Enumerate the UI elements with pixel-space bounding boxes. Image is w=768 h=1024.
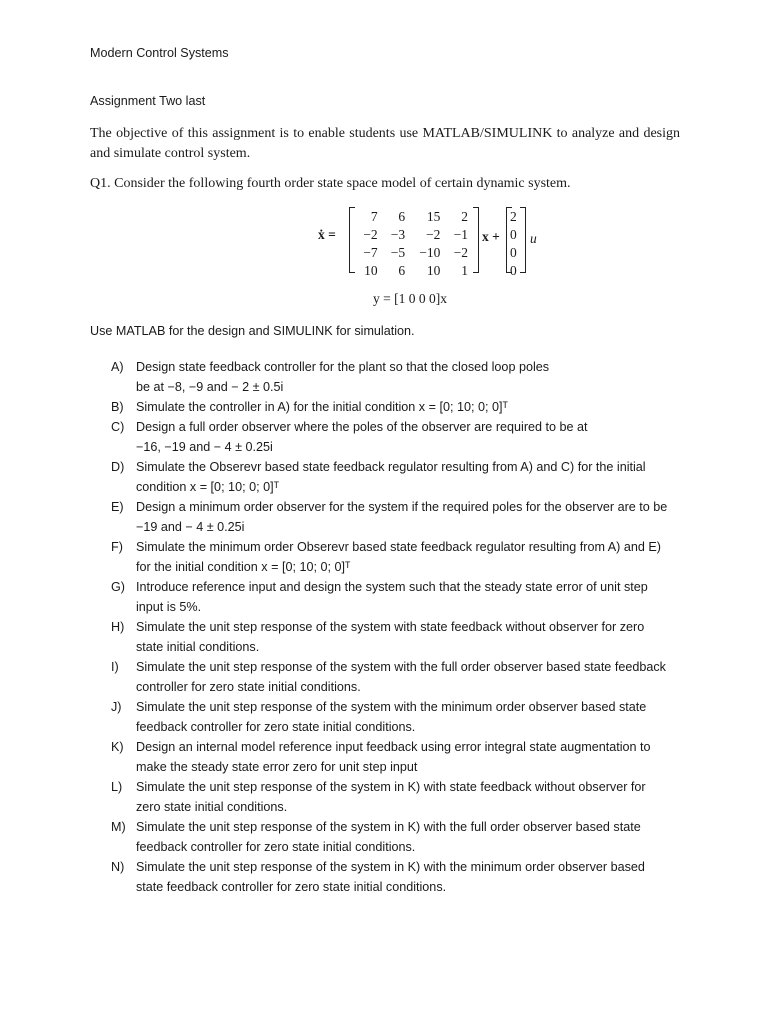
- task-text-continued: state feedback controller for zero state initial conditions.: [136, 880, 447, 894]
- matrix-a-cell: 15: [426, 209, 441, 224]
- task-label: F): [111, 540, 123, 554]
- task-text-continued: for the initial condition x = [0; 10; 0; 0]ᵀ: [136, 560, 351, 574]
- task-text: Simulate the controller in A) for the initial condition x = [0; 10; 0; 0]ᵀ: [136, 400, 508, 414]
- matrix-a-cell: 2: [461, 209, 468, 224]
- task-text-continued: input is 5%.: [136, 600, 202, 614]
- matrix-b-cell: 2: [510, 209, 517, 224]
- task-label: C): [111, 420, 125, 434]
- equation-mid: x +: [482, 229, 500, 244]
- task-label: L): [111, 780, 123, 794]
- task-item: [90, 577, 680, 617]
- task-item: [90, 357, 680, 397]
- task-label: J): [111, 700, 122, 714]
- task-item: [90, 497, 680, 537]
- task-item: [90, 817, 680, 857]
- task-text: Simulate the unit step response of the system in K) with the minimum order observer based: [136, 860, 645, 874]
- task-label: K): [111, 740, 124, 754]
- matrix-a-cell: −7: [363, 245, 378, 260]
- task-item: [90, 657, 680, 697]
- task-text: Simulate the Obserevr based state feedback regulator resulting from A) and C) for the initial: [136, 460, 646, 474]
- assignment-title: Assignment Two last: [90, 94, 206, 108]
- task-text-continued: state initial conditions.: [136, 640, 260, 654]
- matrix-b-cell: 0: [510, 263, 517, 278]
- task-text: Design state feedback controller for the plant so that the closed loop poles: [136, 360, 550, 374]
- task-text: Design a full order observer where the poles of the observer are required to be at: [136, 420, 588, 434]
- task-label: I): [111, 660, 119, 674]
- task-item: [90, 857, 680, 897]
- task-label: B): [111, 400, 124, 414]
- task-label: D): [111, 460, 125, 474]
- task-text-continued: be at −8, −9 and − 2 ± 0.5i: [136, 380, 284, 394]
- task-text-continued: make the steady state error zero for unit step input: [136, 760, 418, 774]
- task-text: Design an internal model reference input feedback using error integral state augmentation to: [136, 740, 651, 754]
- task-item: [90, 397, 680, 417]
- matrix-a: [349, 207, 479, 278]
- task-item: [90, 737, 680, 777]
- task-text-continued: feedback controller for zero state initial conditions.: [136, 840, 416, 854]
- task-label: A): [111, 360, 124, 374]
- input-u: u: [530, 231, 537, 246]
- task-label: H): [111, 620, 125, 634]
- task-text-continued: −19 and − 4 ± 0.25i: [136, 520, 245, 534]
- task-text: Simulate the unit step response of the system in K) with state feedback without observer for: [136, 780, 646, 794]
- matrix-b-cell: 0: [510, 245, 517, 260]
- task-label: N): [111, 860, 125, 874]
- matrix-a-cell: 6: [398, 263, 406, 278]
- task-text-continued: condition x = [0; 10; 0; 0]ᵀ: [136, 480, 280, 494]
- task-label: E): [111, 500, 124, 514]
- task-text: Simulate the unit step response of the system with the full order observer based state feedback: [136, 660, 666, 674]
- matrix-a-cell: −2: [363, 227, 378, 242]
- matrix-a-cell: −10: [419, 245, 441, 260]
- matrix-b: [506, 207, 526, 278]
- matrix-a-cell: −1: [453, 227, 468, 242]
- task-text-continued: feedback controller for zero state initial conditions.: [136, 720, 416, 734]
- objective-paragraph: The objective of this assignment is to enable students use MATLAB/SIMULINK to analyze and design and simulate control system.: [90, 126, 680, 161]
- matrix-a-cell: 10: [426, 263, 441, 278]
- task-item: [90, 457, 680, 497]
- task-label: M): [111, 820, 126, 834]
- task-text: Simulate the unit step response of the system with state feedback without observer for zero: [136, 620, 645, 634]
- question-1-text: Q1. Consider the following fourth order state space model of certain dynamic system.: [90, 176, 571, 191]
- task-text: Simulate the minimum order Obserevr based state feedback regulator resulting from A) and E): [136, 540, 661, 554]
- course-title: Modern Control Systems: [90, 46, 229, 60]
- task-text: Design a minimum order observer for the system if the required poles for the observer are to be: [136, 500, 668, 514]
- task-item: [90, 777, 680, 817]
- matrix-a-cell: 10: [364, 263, 378, 278]
- matrix-a-cell: 6: [398, 209, 406, 224]
- matrix-a-cell: −5: [390, 245, 406, 260]
- task-list: [90, 357, 680, 897]
- matrix-a-cell: −2: [426, 227, 441, 242]
- task-text: Introduce reference input and design the system such that the steady state error of unit step: [136, 580, 648, 594]
- task-item: [90, 617, 680, 657]
- use-text: Use MATLAB for the design and SIMULINK for simulation.: [90, 324, 415, 338]
- matrix-a-cell: −3: [390, 227, 406, 242]
- task-text-continued: −16, −19 and − 4 ± 0.25i: [136, 440, 273, 454]
- task-text: Simulate the unit step response of the system in K) with the full order observer based state: [136, 820, 641, 834]
- matrix-a-cell: 7: [370, 209, 378, 224]
- matrix-a-cell: 1: [461, 263, 468, 278]
- task-text-continued: controller for zero state initial conditions.: [136, 680, 361, 694]
- task-label: G): [111, 580, 125, 594]
- equation-lhs: ẋ =: [318, 227, 336, 242]
- task-item: [90, 417, 680, 457]
- task-item: [90, 537, 680, 577]
- task-text-continued: zero state initial conditions.: [136, 800, 288, 814]
- matrix-a-cell: −2: [453, 245, 468, 260]
- matrix-b-cell: 0: [510, 227, 517, 242]
- task-item: [90, 697, 680, 737]
- output-equation: y = [1 0 0 0]x: [373, 291, 447, 306]
- task-text: Simulate the unit step response of the system with the minimum order observer based state: [136, 700, 647, 714]
